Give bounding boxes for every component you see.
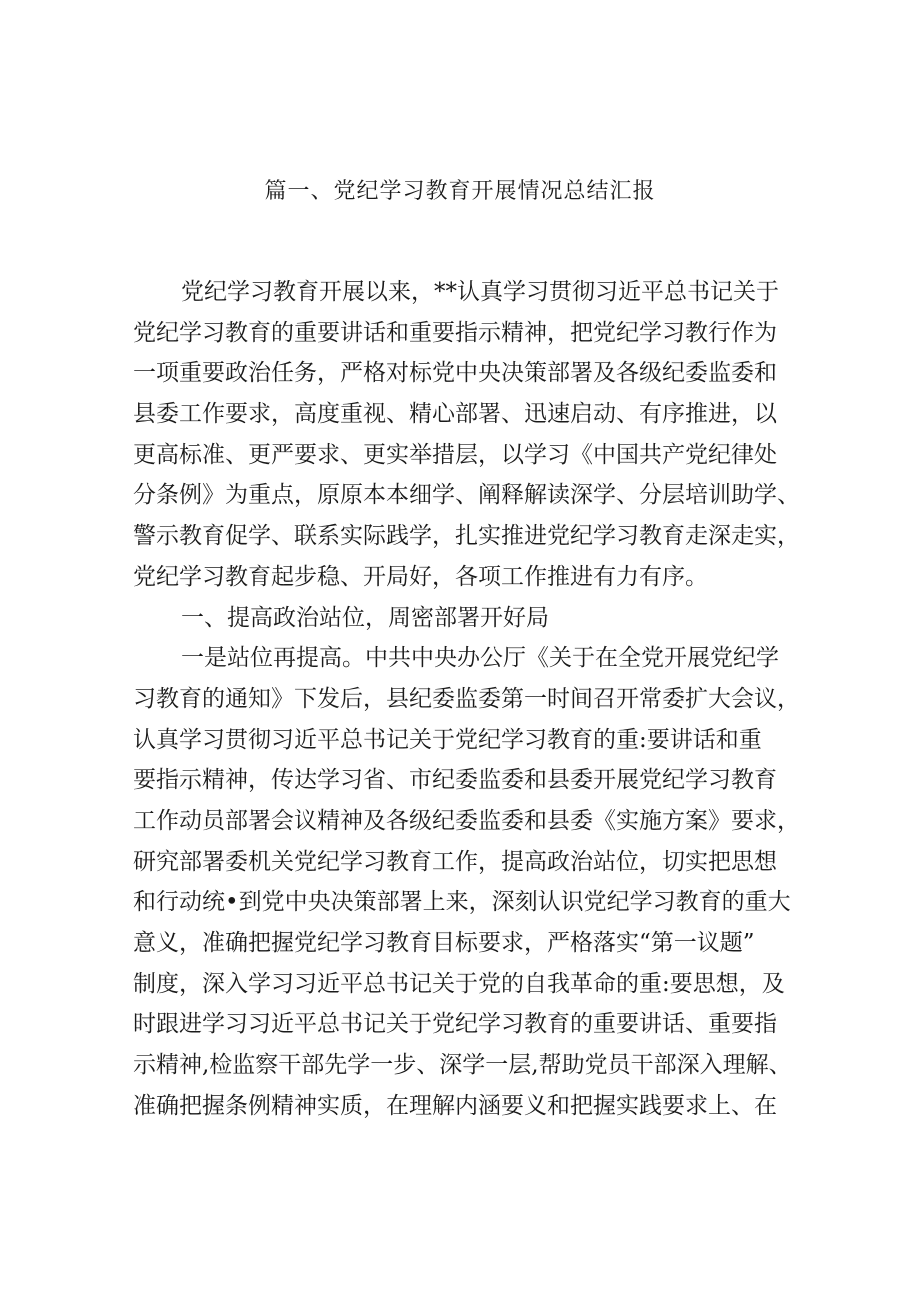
paragraph-line: 党纪学习教育起步稳、开局好，各项工作推进有力有序。	[133, 563, 708, 590]
paragraph-line: 县委工作要求，高度重视、精心部署、迅速启动、有序推进，以	[133, 401, 777, 428]
paragraph-line: 更高标准、更严要求、更实举措层，以学习《中国共产党纪律处	[133, 441, 777, 468]
paragraph-line: 研究部署委机关党纪学习教育工作，提高政治站位，切实把思想	[133, 848, 777, 875]
paragraph-line: 准确把握条例精神实质，在理解内涵要义和把握实践要求上、在	[133, 1092, 777, 1119]
paragraph-line: 时跟进学习习近平总书记关于党纪学习教育的重要讲话、重要指	[133, 1011, 777, 1038]
paragraph-line: 习教育的通知》下发后，县纪委监委第一时间召开常委扩大会议，	[133, 685, 800, 712]
paragraph-line: 工作动员部署会议精神及各级纪委监委和县委《实施方案》要求，	[133, 807, 800, 834]
paragraph-line: 一项重要政治任务，严格对标党中央决策部署及各级纪委监委和	[133, 360, 777, 387]
document-body	[133, 272, 800, 1126]
section-heading: 一、提高政治站位，周密部署开好局	[181, 604, 549, 631]
paragraph-line: 要指示精神，传达学习省、市纪委监委和县委开展党纪学习教育	[133, 767, 777, 794]
paragraph-line: 意义，准确把握党纪学习教育目标要求，严格落实“第一议题”	[133, 930, 755, 956]
paragraph-line: 党纪学习教育的重要讲话和重要指示精神，把党纪学习教行作为	[133, 319, 777, 346]
paragraph-line: 警示教育促学、联系实际践学，扎实推进党纪学习教育走深走实，	[133, 523, 800, 550]
paragraph-line: 制度，深入学习习近平总书记关于党的自我革命的重:要思想，及	[133, 970, 785, 997]
paragraph-line: 一是站位再提高。中共中央办公厅《关于在全党开展党纪学	[181, 645, 779, 672]
document-title: 篇一、党纪学习教育开展情况总结汇报	[264, 179, 656, 204]
paragraph-line: 认真学习贯彻习近平总书记关于党纪学习教育的重:要讲话和重	[133, 726, 762, 753]
paragraph-line: 党纪学习教育开展以来，**认真学习贯彻习近平总书记关于	[181, 279, 779, 305]
paragraph-line: 示精神,检监察干部先学一步、深学一层,帮助党员干部深入理解、	[133, 1052, 792, 1079]
paragraph-line: 和行动统•到党中央决策部署上来，深刻认识党纪学习教育的重大	[133, 889, 791, 916]
paragraph-line: 分条例》为重点，原原本本细学、阐释解读深学、分层培训助学、	[133, 482, 800, 509]
